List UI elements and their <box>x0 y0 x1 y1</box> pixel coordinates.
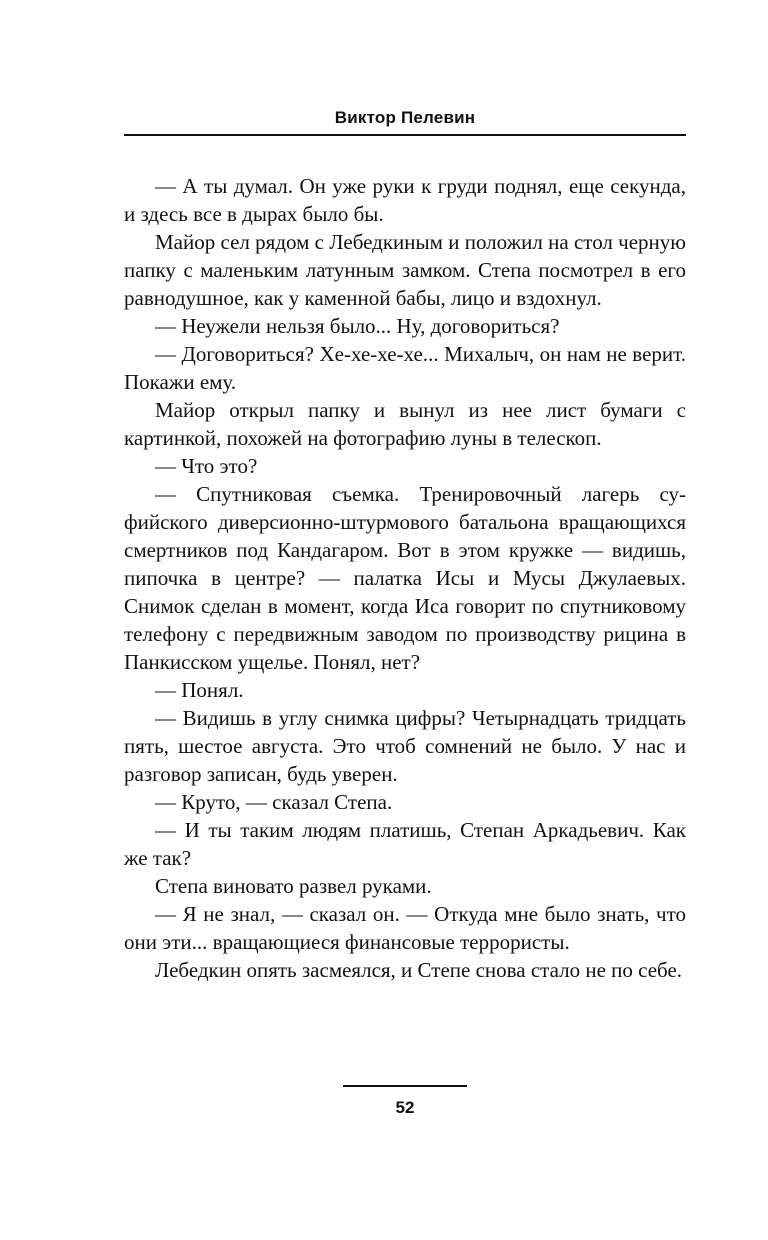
running-head-author: Виктор Пелевин <box>334 108 476 127</box>
paragraph: Майор сел рядом с Лебедкиным и положил на стол черную папку с маленьким латунным замком. Степа посмотрел в его равнодушное, как у каменной бабы, лицо и вздохнул. <box>124 230 686 310</box>
paragraph: — И ты таким людям платишь, Степан Аркадьевич. Как же так? <box>124 818 686 870</box>
paragraph: — А ты думал. Он уже руки к груди поднял, еще секунда, и здесь все в дырах было бы. <box>124 174 686 226</box>
paragraph: — Круто, — сказал Степа. <box>155 790 393 814</box>
paragraph: — Неужели нельзя было... Ну, договориться? <box>155 314 560 338</box>
paragraph: — Спутниковая съемка. Тренировочный лагерь суфийского диверсионно-штурмового батальона вращающихся смертников под Кандагаром. Вот в этом кружке — видишь, пипочка в центре? — палатка Исы и Мусы Джулаевых. Снимок сделан в момент, когда Иса говорит по спутниковому телефону с передвижным заводом по производству рицина в Панкисском ущелье. Понял, нет? <box>124 482 686 674</box>
header-rule <box>124 134 686 136</box>
paragraph: — Договориться? Хе-хе-хе-хе... Михалыч, он нам не верит. Покажи ему. <box>124 342 686 394</box>
paragraph: Лебедкин опять засмеялся, и Степе снова стало не по себе. <box>155 958 683 982</box>
footer-rule <box>343 1085 467 1087</box>
paragraph: — Понял. <box>155 678 244 702</box>
paragraph: — Видишь в углу снимка цифры? Четырнадцать тридцать пять, шестое августа. Это чтоб сомнений не было. У нас и разговор записан, будь уверен. <box>124 706 686 786</box>
paragraph: — Я не знал, — сказал он. — Откуда мне было знать, что они эти... вращающиеся финансовые террористы. <box>124 902 686 954</box>
page-number: 52 <box>395 1098 415 1117</box>
paragraph: Майор открыл папку и вынул из нее лист бумаги с картинкой, похожей на фотографию луны в телескоп. <box>124 398 686 450</box>
body-text <box>124 172 686 984</box>
paragraph: Степа виновато развел руками. <box>155 874 432 898</box>
paragraph: — Что это? <box>155 454 258 478</box>
